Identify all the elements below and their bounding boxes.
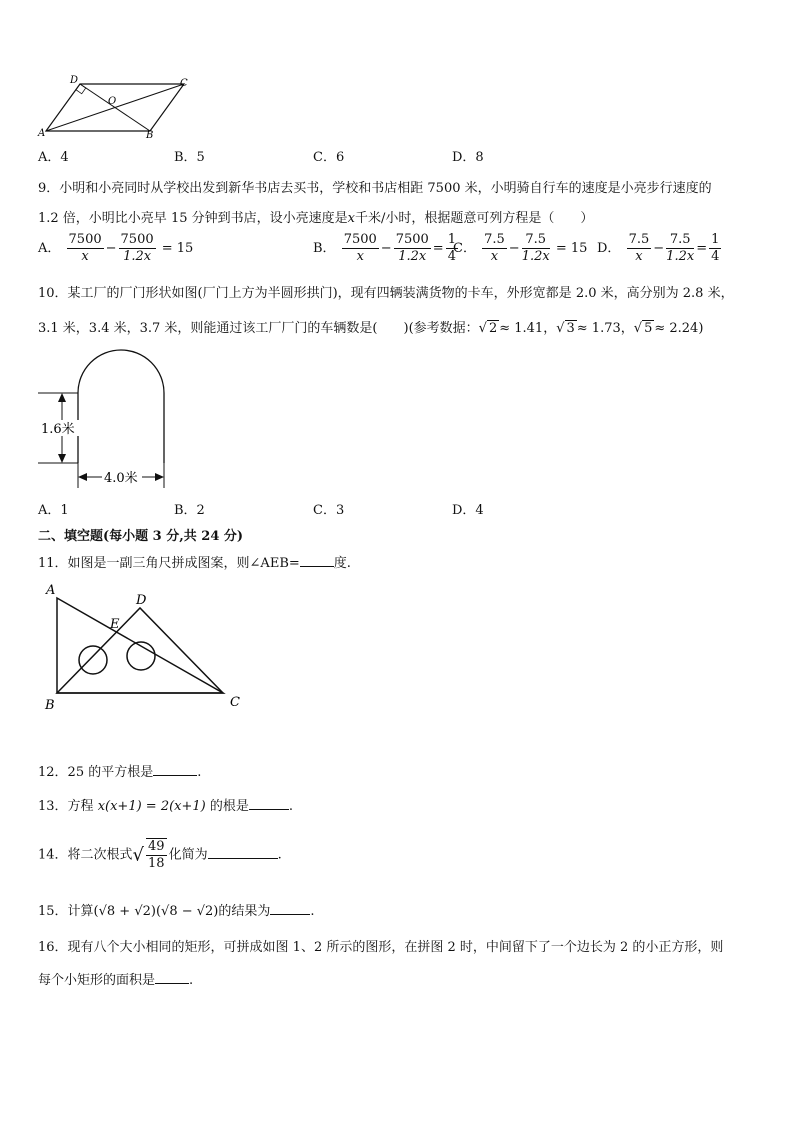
- q9-option-a: A． $\frac{7500}{x}$ − $\frac{7500}{1.2x}$ = 15: [38, 232, 194, 264]
- q9-option-b: B． $\frac{7500}{x}$ − $\frac{7500}{1.2x}$ = $\frac{1}{4}$: [313, 232, 456, 264]
- q12-text: 12．25 的平方根是 .: [38, 765, 202, 780]
- q9-option-d: D． $\frac{7.5}{x}$ − $\frac{7.5}{1.2x}$ = $\frac{1}{4}$: [597, 232, 720, 264]
- label-C: C: [180, 78, 188, 89]
- q10-choice-d: D．4: [452, 503, 484, 518]
- section-title: 二、填空题(每小题 3 分,共 24 分): [38, 529, 244, 544]
- q15-text: 15．计算(√8 + √2)(√8 − √2)的结果为 .: [38, 904, 315, 919]
- q16-text-line1: 16．现有八个大小相同的矩形，可拼成如图 1、2 所示的图形，在拼图 2 时，中间留下了一个边长为 2 的小正方形，则: [38, 940, 724, 955]
- q9-text-line1: 9．小明和小亮同时从学校出发到新华书店去买书，学校和书店相距 7500 米，小明骑自行车的速度是小亮步行速度的: [38, 181, 712, 196]
- label-D: D: [70, 75, 79, 86]
- q9-text-line2: 1.2 倍，小明比小亮早 15 分钟到书店，设小亮速度是x千米/小时，根据题意可列方程是（ ）: [38, 211, 594, 226]
- gate-width-label: 4.0米: [104, 471, 138, 486]
- q10-text-line1: 10．某工厂的厂门形状如图(厂门上方为半圆形拱门)，现有四辆装满货物的卡车，外形宽都是 2.0 米，高分别为 2.8 米，: [38, 286, 734, 301]
- label-O: O: [108, 96, 117, 107]
- label-B: B: [45, 698, 55, 713]
- q10-choice-c: C．3: [313, 503, 345, 518]
- q14-text: 14．将二次根式√ $\frac{49}{18}$ 化简为 .: [38, 839, 282, 871]
- label-A: A: [38, 128, 46, 139]
- label-B: B: [146, 130, 154, 140]
- label-E: E: [110, 617, 120, 632]
- q8-choice-a: A．4: [38, 150, 69, 165]
- factory-gate-figure: [36, 340, 176, 490]
- q10-choice-b: B．2: [174, 503, 205, 518]
- triangle-rulers-figure: [36, 578, 256, 718]
- q10-text-line2: 3.1 米，3.4 米，3.7 米，则能通过该工厂厂门的车辆数是( )(参考数据：√ 2 ≈ 1.41，√ 3 ≈ 1.73，√ 5 ≈ 2.24): [38, 321, 704, 336]
- label-A: A: [46, 583, 56, 598]
- q9-option-c: C． $\frac{7.5}{x}$ − $\frac{7.5}{1.2x}$ = 15: [453, 232, 588, 264]
- q8-choice-b: B．5: [174, 150, 205, 165]
- parallelogram-figure: [36, 74, 196, 140]
- q10-choice-a: A．1: [38, 503, 69, 518]
- gate-height-label: 1.6米: [41, 422, 75, 437]
- q8-choice-c: C．6: [313, 150, 345, 165]
- label-D: D: [136, 593, 147, 608]
- label-C: C: [230, 695, 240, 710]
- q13-text: 13．方程 x(x+1) = 2(x+1) 的根是 .: [38, 799, 294, 814]
- q8-choice-d: D．8: [452, 150, 484, 165]
- q11-text: 11．如图是一副三角尺拼成图案，则∠AEB= 度.: [38, 556, 351, 571]
- q16-text-line2: 每个小矩形的面积是 .: [38, 973, 194, 988]
